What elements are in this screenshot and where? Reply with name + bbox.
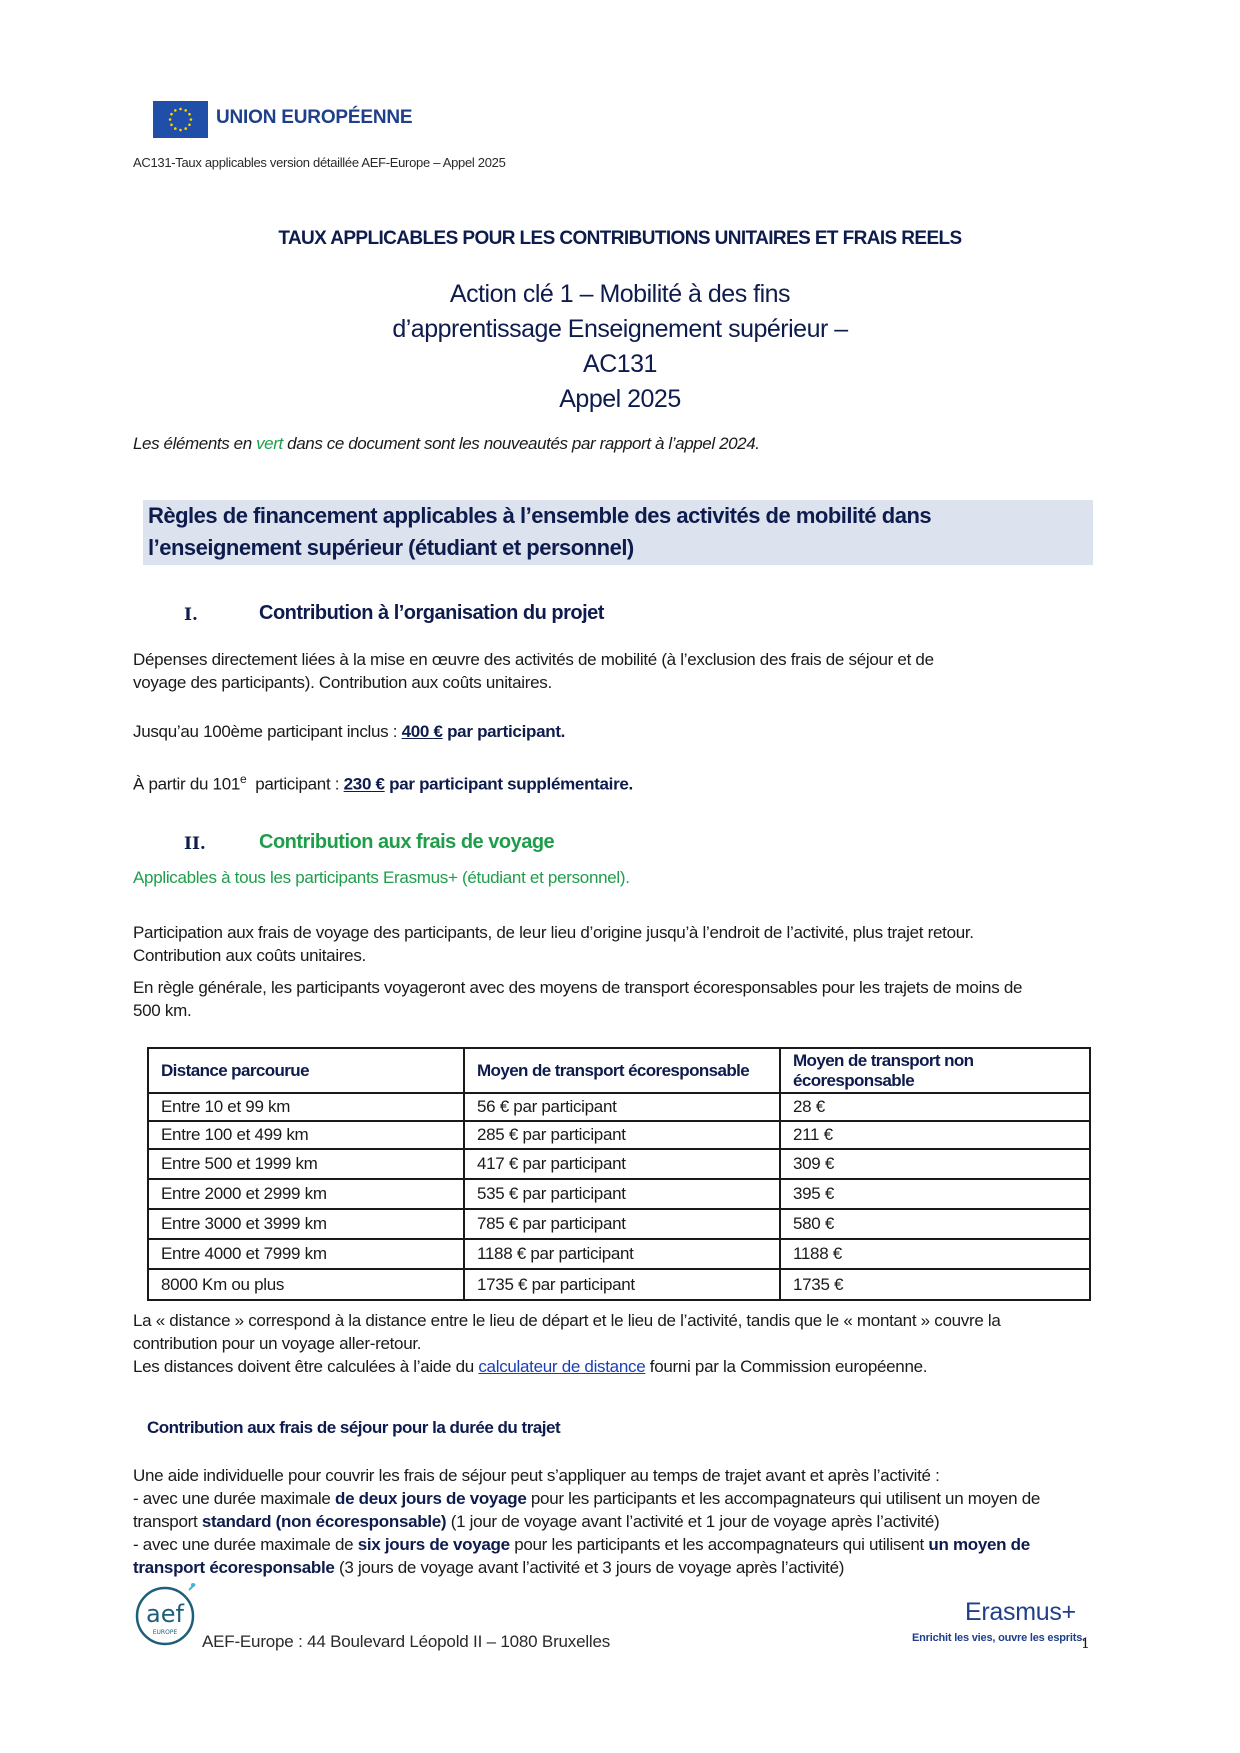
eco-rate-cell: 785 € par participant <box>464 1209 780 1239</box>
distance-calculator-link[interactable]: calculateur de distance <box>478 1357 646 1376</box>
bold-text: standard (non écoresponsable) <box>201 1512 447 1531</box>
paragraph-line: En règle générale, les participants voyageront avec des moyens de transport écoresponsables pour les trajets de moins de <box>133 978 1023 997</box>
rate-label: À partir du 101 <box>133 774 241 794</box>
section-2-number: II. <box>184 834 206 854</box>
document-reference: AC131-Taux applicables version détaillée AEF-Europe – Appel 2025 <box>133 155 506 170</box>
erasmus-tagline: Enrichit les vies, ouvre les esprits. <box>912 1632 1085 1644</box>
sub-title-line: d’apprentissage Enseignement supérieur – <box>392 315 848 343</box>
eco-rate-cell: 1188 € par participant <box>464 1239 780 1269</box>
eco-rate-cell: 417 € par participant <box>464 1149 780 1179</box>
table-row <box>148 1179 1090 1209</box>
bullet-eco-cont <box>133 1556 1040 1579</box>
eco-rate-cell: 285 € par participant <box>464 1121 780 1149</box>
rate-unit: par participant supplémentaire. <box>384 774 633 794</box>
rules-heading-line: l’enseignement supérieur (étudiant et personnel) <box>148 535 634 560</box>
non-eco-rate-cell: 395 € <box>780 1179 1090 1209</box>
bold-text: de deux jours de voyage <box>334 1489 527 1508</box>
section-2-applicability: Applicables à tous les participants Erasmus+ (étudiant et personnel). <box>133 868 630 887</box>
paragraph-line: La « distance » correspond à la distance entre le lieu de départ et le lieu de l’activité, tandis que le « montant » couvre la <box>133 1311 1001 1330</box>
paragraph-line: Dépenses directement liées à la mise en œuvre des activités de mobilité (à l’exclusion des frais de séjour et de <box>133 650 934 669</box>
rate-unit: par participant. <box>442 722 566 741</box>
sub-title-line: Action clé 1 – Mobilité à des fins <box>449 280 791 308</box>
bold-text: un moyen de <box>928 1535 1030 1554</box>
distance-cell: Entre 10 et 99 km <box>148 1093 464 1121</box>
paragraph-line: Contribution aux coûts unitaires. <box>133 946 366 965</box>
eco-rate-cell: 535 € par participant <box>464 1179 780 1209</box>
svg-text:EUROPE: EUROPE <box>152 1629 178 1636</box>
ordinal-suffix: e <box>240 772 247 786</box>
eu-label: UNION EUROPÉENNE <box>216 107 413 128</box>
aef-europe-logo-icon <box>133 1580 201 1648</box>
section-1-number: I. <box>184 605 198 625</box>
sub-title-line: Appel 2025 <box>559 385 681 413</box>
note-text: Les éléments en <box>133 434 257 453</box>
text: (1 jour de voyage avant l’activité et 1 jour de voyage après l’activité) <box>446 1512 940 1531</box>
stay-contribution-paragraph <box>133 1464 1040 1579</box>
table-row <box>148 1269 1090 1300</box>
non-eco-rate-cell: 580 € <box>780 1209 1090 1239</box>
paragraph-line: voyage des participants). Contribution aux coûts unitaires. <box>133 673 552 692</box>
column-header-distance: Distance parcourue <box>148 1048 464 1093</box>
bold-text: six jours de voyage <box>357 1535 510 1554</box>
svg-text:aef: aef <box>146 1600 184 1628</box>
distance-cell: 8000 Km ou plus <box>148 1269 464 1300</box>
table-row <box>148 1093 1090 1121</box>
eco-rate-cell: 56 € par participant <box>464 1093 780 1121</box>
travel-rates-table <box>147 1047 1091 1301</box>
table-header-row <box>148 1048 1090 1093</box>
rate-from-101 <box>133 768 633 796</box>
distance-cell: Entre 4000 et 7999 km <box>148 1239 464 1269</box>
distance-cell: Entre 3000 et 3999 km <box>148 1209 464 1239</box>
bullet-standard-cont <box>133 1510 1040 1533</box>
paragraph-line: contribution pour un voyage aller-retour. <box>133 1334 422 1353</box>
rate-up-to-100 <box>133 720 565 743</box>
stay-contribution-heading: Contribution aux frais de séjour pour la durée du trajet <box>147 1418 561 1437</box>
non-eco-rate-cell: 309 € <box>780 1149 1090 1179</box>
travel-paragraph <box>133 921 974 967</box>
non-eco-rate-cell: 211 € <box>780 1121 1090 1149</box>
rate-label: participant : <box>246 774 344 794</box>
main-title: TAUX APPLICABLES POUR LES CONTRIBUTIONS UNITAIRES ET FRAIS REELS <box>278 228 962 249</box>
bold-text: transport écoresponsable <box>133 1558 335 1577</box>
table-row <box>148 1121 1090 1149</box>
table-row <box>148 1149 1090 1179</box>
non-eco-rate-cell: 1188 € <box>780 1239 1090 1269</box>
text: - avec une durée maximale de <box>133 1535 358 1554</box>
non-eco-rate-cell: 1735 € <box>780 1269 1090 1300</box>
sub-title-line: AC131 <box>583 350 657 378</box>
text: pour les participants et les accompagnateurs qui utilisent un moyen de <box>526 1489 1041 1508</box>
erasmus-plus-logo: Erasmus+ <box>965 1598 1076 1626</box>
bullet-standard <box>133 1487 1040 1510</box>
note-text: dans ce document sont les nouveautés par rapport à l’appel 2024. <box>282 434 760 453</box>
paragraph-text: Les distances doivent être calculées à l’aide du <box>133 1357 479 1376</box>
section-1-paragraph <box>133 648 934 694</box>
text: - avec une durée maximale <box>133 1489 335 1508</box>
text: pour les participants et les accompagnateurs qui utilisent <box>509 1535 929 1554</box>
calculator-line <box>133 1355 1001 1378</box>
page-number: 1 <box>1081 1636 1090 1652</box>
sub-title <box>0 277 1240 417</box>
column-header-eco: Moyen de transport écoresponsable <box>464 1048 780 1093</box>
rules-heading <box>148 500 931 564</box>
bullet-eco <box>133 1533 1040 1556</box>
distance-cell: Entre 500 et 1999 km <box>148 1149 464 1179</box>
rate-label: Jusqu’au 100ème participant inclus : <box>133 722 402 741</box>
footer-address: AEF-Europe : 44 Boulevard Léopold II – 1080 Bruxelles <box>202 1632 611 1651</box>
paragraph-line: Une aide individuelle pour couvrir les frais de séjour peut s’appliquer au temps de trajet avant et après l’activité : <box>133 1466 940 1485</box>
distance-definition <box>133 1309 1001 1378</box>
text: (3 jours de voyage avant l’activité et 3 jours de voyage après l’activité) <box>334 1558 845 1577</box>
table-row <box>148 1239 1090 1269</box>
paragraph-text: fourni par la Commission européenne. <box>645 1357 928 1376</box>
column-header-non-eco: Moyen de transport non écoresponsable <box>780 1048 1090 1093</box>
eco-rule-paragraph <box>133 976 1022 1022</box>
rate-amount: 230 € <box>343 774 385 794</box>
eco-rate-cell: 1735 € par participant <box>464 1269 780 1300</box>
text: transport <box>133 1512 202 1531</box>
paragraph-line: Participation aux frais de voyage des participants, de leur lieu d’origine jusqu’à l’endroit de l’activité, plus trajet retour. <box>133 923 974 942</box>
note-green-word: vert <box>256 434 283 453</box>
eu-flag-icon <box>153 101 208 138</box>
rules-heading-line: Règles de financement applicables à l’ensemble des activités de mobilité dans <box>148 503 932 528</box>
distance-cell: Entre 100 et 499 km <box>148 1121 464 1149</box>
non-eco-rate-cell: 28 € <box>780 1093 1090 1121</box>
rate-amount: 400 € <box>401 722 443 741</box>
paragraph-line: 500 km. <box>133 1001 192 1020</box>
section-2-title: Contribution aux frais de voyage <box>259 831 555 853</box>
new-items-note <box>133 434 760 454</box>
section-1-title: Contribution à l’organisation du projet <box>259 602 604 624</box>
table-row <box>148 1209 1090 1239</box>
distance-cell: Entre 2000 et 2999 km <box>148 1179 464 1209</box>
